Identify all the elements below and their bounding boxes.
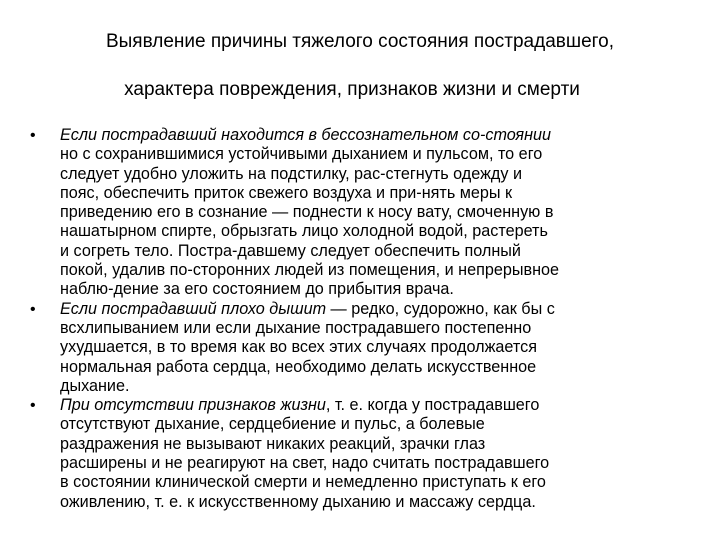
bullet-line: ухудшается, в то время как во всех этих случаях продолжается: [60, 338, 537, 357]
bullet-dot-icon: •: [30, 397, 36, 415]
bullet-line: [60, 300, 682, 319]
bullet-dot-icon: •: [30, 300, 36, 318]
bullet-line: в состоянии клинической смерти и немедленно приступать к его: [60, 473, 546, 492]
slide-title-line-1: Выявление причины тяжелого состояния пострадавшего,: [105, 31, 615, 52]
bullet-line: [60, 126, 682, 145]
text-run: — редко, судорожно, как бы с: [326, 299, 555, 318]
bullet-item-unconscious: [30, 126, 682, 300]
bullet-list: [30, 126, 682, 512]
bullet-line: и согреть тело. Постра-давшему следует обеспечить полный: [60, 241, 521, 260]
slide-title-line-2: характера повреждения, признаков жизни и смерти: [124, 79, 580, 100]
bullet-line: следует удобно уложить на подстилку, рас-стегнуть одежду и: [60, 164, 522, 183]
bullet-line: покой, удалив по-сторонних людей из помещения, и непрерывное: [60, 261, 560, 280]
bullet-line: но с сохранившимися устойчивыми дыханием и пульсом, то его: [60, 145, 543, 164]
bullet-item-poor-breathing: [30, 300, 682, 396]
bullet-item-no-signs-of-life: [30, 396, 682, 512]
bullet-line: пояс, обеспечить приток свежего воздуха и при-нять меры к: [60, 183, 513, 202]
bullet-line: нормальная работа сердца, необходимо делать искусственное: [60, 357, 537, 376]
bullet-line: отсутствуют дыхание, сердцебиение и пульс, а болевые: [60, 415, 485, 434]
bullet-line: расширены и не реагируют на свет, надо считать пострадавшего: [60, 454, 550, 473]
bullet-line: [60, 396, 682, 415]
bullet-line: оживлению, т. е. к искусственному дыханию и массажу сердца.: [60, 492, 536, 511]
bullet-dot-icon: •: [30, 127, 36, 144]
bullet-line: всхлипыванием или если дыхание пострадавшего постепенно: [60, 318, 532, 337]
italic-phrase: Если пострадавший плохо дышит: [60, 299, 327, 318]
bullet-line: раздражения не вызывают никаких реакций, зрачки глаз: [60, 434, 486, 453]
bullet-line: приведению его в сознание — поднести к носу вату, смоченную в: [60, 203, 554, 222]
bullet-line: нашатырном спирте, обрызгать лицо холодной водой, растереть: [60, 222, 548, 241]
italic-phrase: Если пострадавший находится в бессознательном со-стоянии: [60, 126, 551, 144]
bullet-line: дыхание.: [60, 376, 130, 395]
text-run: , т. е. когда у пострадавшего: [325, 396, 540, 415]
italic-phrase: При отсутствии признаков жизни: [60, 396, 326, 415]
bullet-line: наблю-дение за его состоянием до прибытия врача.: [60, 280, 454, 299]
